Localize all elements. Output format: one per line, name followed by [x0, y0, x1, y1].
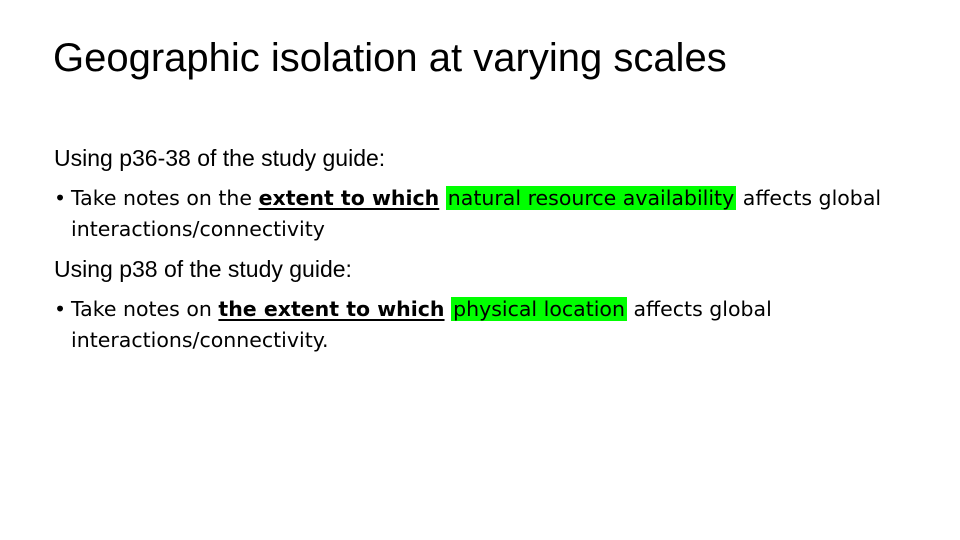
bullet-text — [54, 294, 934, 356]
bullet-text — [54, 183, 934, 245]
bullet-item-2 — [54, 294, 934, 356]
bullet-marker: • — [54, 186, 67, 210]
bullet-marker: • — [54, 297, 67, 321]
bullet-prefix: Take notes on — [71, 297, 219, 321]
bullet-prefix: Take notes on the — [71, 186, 259, 210]
spacer — [439, 186, 446, 210]
highlighted-text: physical location — [453, 297, 625, 321]
bullet-item-1 — [54, 183, 934, 245]
section-heading-2: Using p38 of the study guide: — [54, 256, 352, 282]
section-heading-1: Using p36-38 of the study guide: — [54, 145, 386, 171]
bullet-suffix: affects global interactions/connectivity. — [71, 297, 772, 352]
highlighted-text: natural resource availability — [447, 186, 735, 210]
slide-title: Geographic isolation at varying scales — [53, 36, 727, 80]
bullet-suffix: affects global interactions/connectivity — [71, 186, 882, 241]
emphasis-text: extent to which — [258, 186, 440, 210]
emphasis-text: the extent to which — [218, 297, 445, 321]
